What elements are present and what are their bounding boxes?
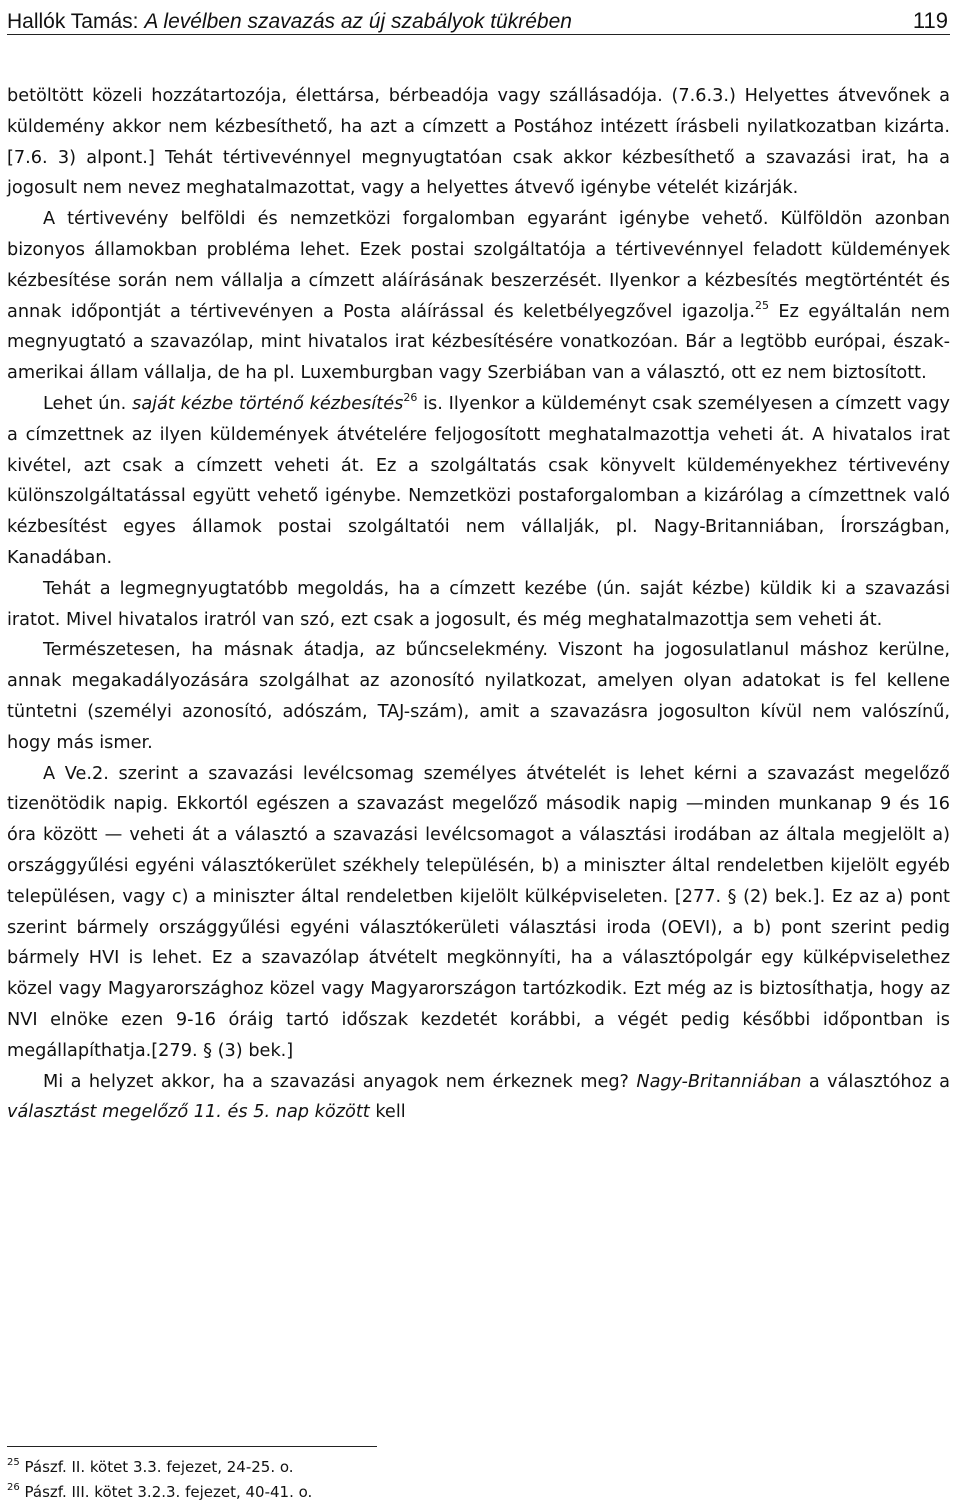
paragraph	[7, 574, 950, 636]
paragraph-text: Lehet ún.	[43, 393, 133, 414]
paragraph	[7, 204, 950, 389]
header-author: Hallók Tamás:	[7, 10, 145, 33]
footnote-reference: 25	[755, 298, 770, 312]
header-title-line	[7, 10, 572, 34]
paragraph	[7, 759, 950, 1067]
emphasized-text: Nagy-Britanniában	[636, 1071, 802, 1092]
paragraph	[7, 81, 950, 204]
footnote-separator	[7, 1446, 377, 1447]
paragraph-text: is. Ilyenkor a küldeményt csak személyesen a címzett vagy a címzettnek az ilyen küldemények átvételére feljogosított meghatalmazottja veheti át. A hivatalos irat kivétel, azt csak a címzett veheti át. Ez a szolgáltatás csak könyvelt küldeményekhez tértivevény különszolgáltatással együtt vehető igénybe. Nemzetközi postaforgalomban a kizárólag a címzettnek való kézbesítést egyes államok postai szolgáltatói nem vállalják, pl. Nagy-Britanniában, Írországban, Kanadában.	[7, 393, 950, 568]
footnote-number: 26	[7, 1482, 20, 1493]
paragraph-text: Mi a helyzet akkor, ha a szavazási anyagok nem érkeznek meg?	[43, 1071, 637, 1092]
paragraph-text: Tehát a legmegnyugtatóbb megoldás, ha a címzett kezébe (ún. saját kézbe) küldik ki a szavazási iratot. Mivel hivatalos iratról van szó, ezt csak a jogosult, és még meghatalmazottja sem veheti át.	[7, 578, 950, 630]
running-header	[7, 0, 950, 35]
paragraph-text: a választóhoz a	[801, 1071, 950, 1092]
footnote	[7, 1455, 312, 1480]
body-text	[7, 81, 950, 1128]
paragraph-text: betöltött közeli hozzátartozója, élettársa, bérbeadója vagy szállásadója. (7.6.3.) Helyettes átvevőnek a küldemény akkor nem kézbesíthető, ha azt a címzett a Postához intézett írásbeli nyilatkozatban kizárta. [7.6. 3) alpont.] Tehát tértivevénnyel megnyugtatóan csak akkor kézbesíthető a szavazási irat, ha a jogosult nem nevez meghatalmazottat, vagy a helyettes átvevő igénybe vételét kizárják.	[7, 86, 950, 199]
footnote-number: 25	[7, 1457, 20, 1468]
paragraph-text: Ez egyáltalán nem megnyugtató a szavazólap, mint hivatalos irat kézbesítésére vonatkozóan. Bár a legtöbb európai, észak-amerikai állam vállalja, de ha pl. Luxemburgban vagy Szerbiában van a választó, ott ez nem biztosított.	[7, 301, 951, 384]
paragraph-text: A Ve.2. szerint a szavazási levélcsomag személyes átvételét is lehet kérni a szavazást megelőző tizenötödik napig. Ekkortól egészen a szavazást megelőző második napig —minden munkanap 9 és 16 óra között — veheti át a választó a szavazási levélcsomagot a választási irodában az általa megjelölt a) országgyűlési egyéni választókerület székhely településén, b) a miniszter által rendeletben kijelölt egyéb településen, vagy c) a miniszter által rendeletben kijelölt külképviseleten. [277. § (2) bek.]. Ez az a) pont szerint bármely országgyűlési egyéni választókerületi választási iroda (OEVI), a b) pont szerint pedig bármely HVI is lehet. Ez a szavazólap átvételt megkönnyíti, ha a választópolgár egy külképviselethez közel vagy Magyarországhoz közel vagy Magyarországon tartózkodik. Ezt még az is biztosíthatja, hogy az NVI elnöke ezen 9-16 óráig tartó időszak kezdetét korábbi, a végét pedig későbbi időpontban is megállapíthatja.[279. § (3) bek.]	[7, 763, 950, 1061]
footnote-reference: 26	[403, 390, 418, 404]
emphasized-text: választást megelőző 11. és 5. nap között	[7, 1102, 370, 1123]
emphasized-text: saját kézbe történő kézbesítés	[132, 393, 404, 414]
paragraph	[7, 635, 950, 758]
header-title: A levélben szavazás az új szabályok tükrében	[144, 10, 572, 33]
footnote-text: Pászf. III. kötet 3.2.3. fejezet, 40-41. o.	[19, 1483, 313, 1501]
paragraph-text: Természetesen, ha másnak átadja, az bűncselekmény. Viszont ha jogosulatlanul máshoz kerülne, annak megakadályozására szolgálhat az azonosító nyilatkozat, amelyen olyan adatokat is fel kellene tüntetni (személyi azonosító, adószám, TAJ-szám), amit a szavazásra jogosulton kívül nem valószínű, hogy más ismer.	[7, 640, 950, 753]
page-number: 119	[912, 8, 948, 33]
paragraph	[7, 389, 950, 574]
footnote-text: Pászf. II. kötet 3.3. fejezet, 24-25. o.	[19, 1458, 294, 1476]
footnotes	[7, 1455, 312, 1505]
paragraph-text: kell	[369, 1102, 406, 1123]
footnote	[7, 1480, 312, 1505]
paragraph-text: A tértivevény belföldi és nemzetközi forgalomban egyaránt igénybe vehető. Külföldön azonban bizonyos államokban probléma lehet. Ezek postai szolgáltatója a tértivevénnyel feladott küldemények kézbesítése során nem vállalja a címzett aláírásának beszerzését. Ilyenkor a kézbesítés megtörténtét és annak időpontját a tértivevényen a Posta aláírással és keletbélyegzővel igazolja.	[7, 209, 950, 322]
paragraph	[7, 1067, 950, 1129]
